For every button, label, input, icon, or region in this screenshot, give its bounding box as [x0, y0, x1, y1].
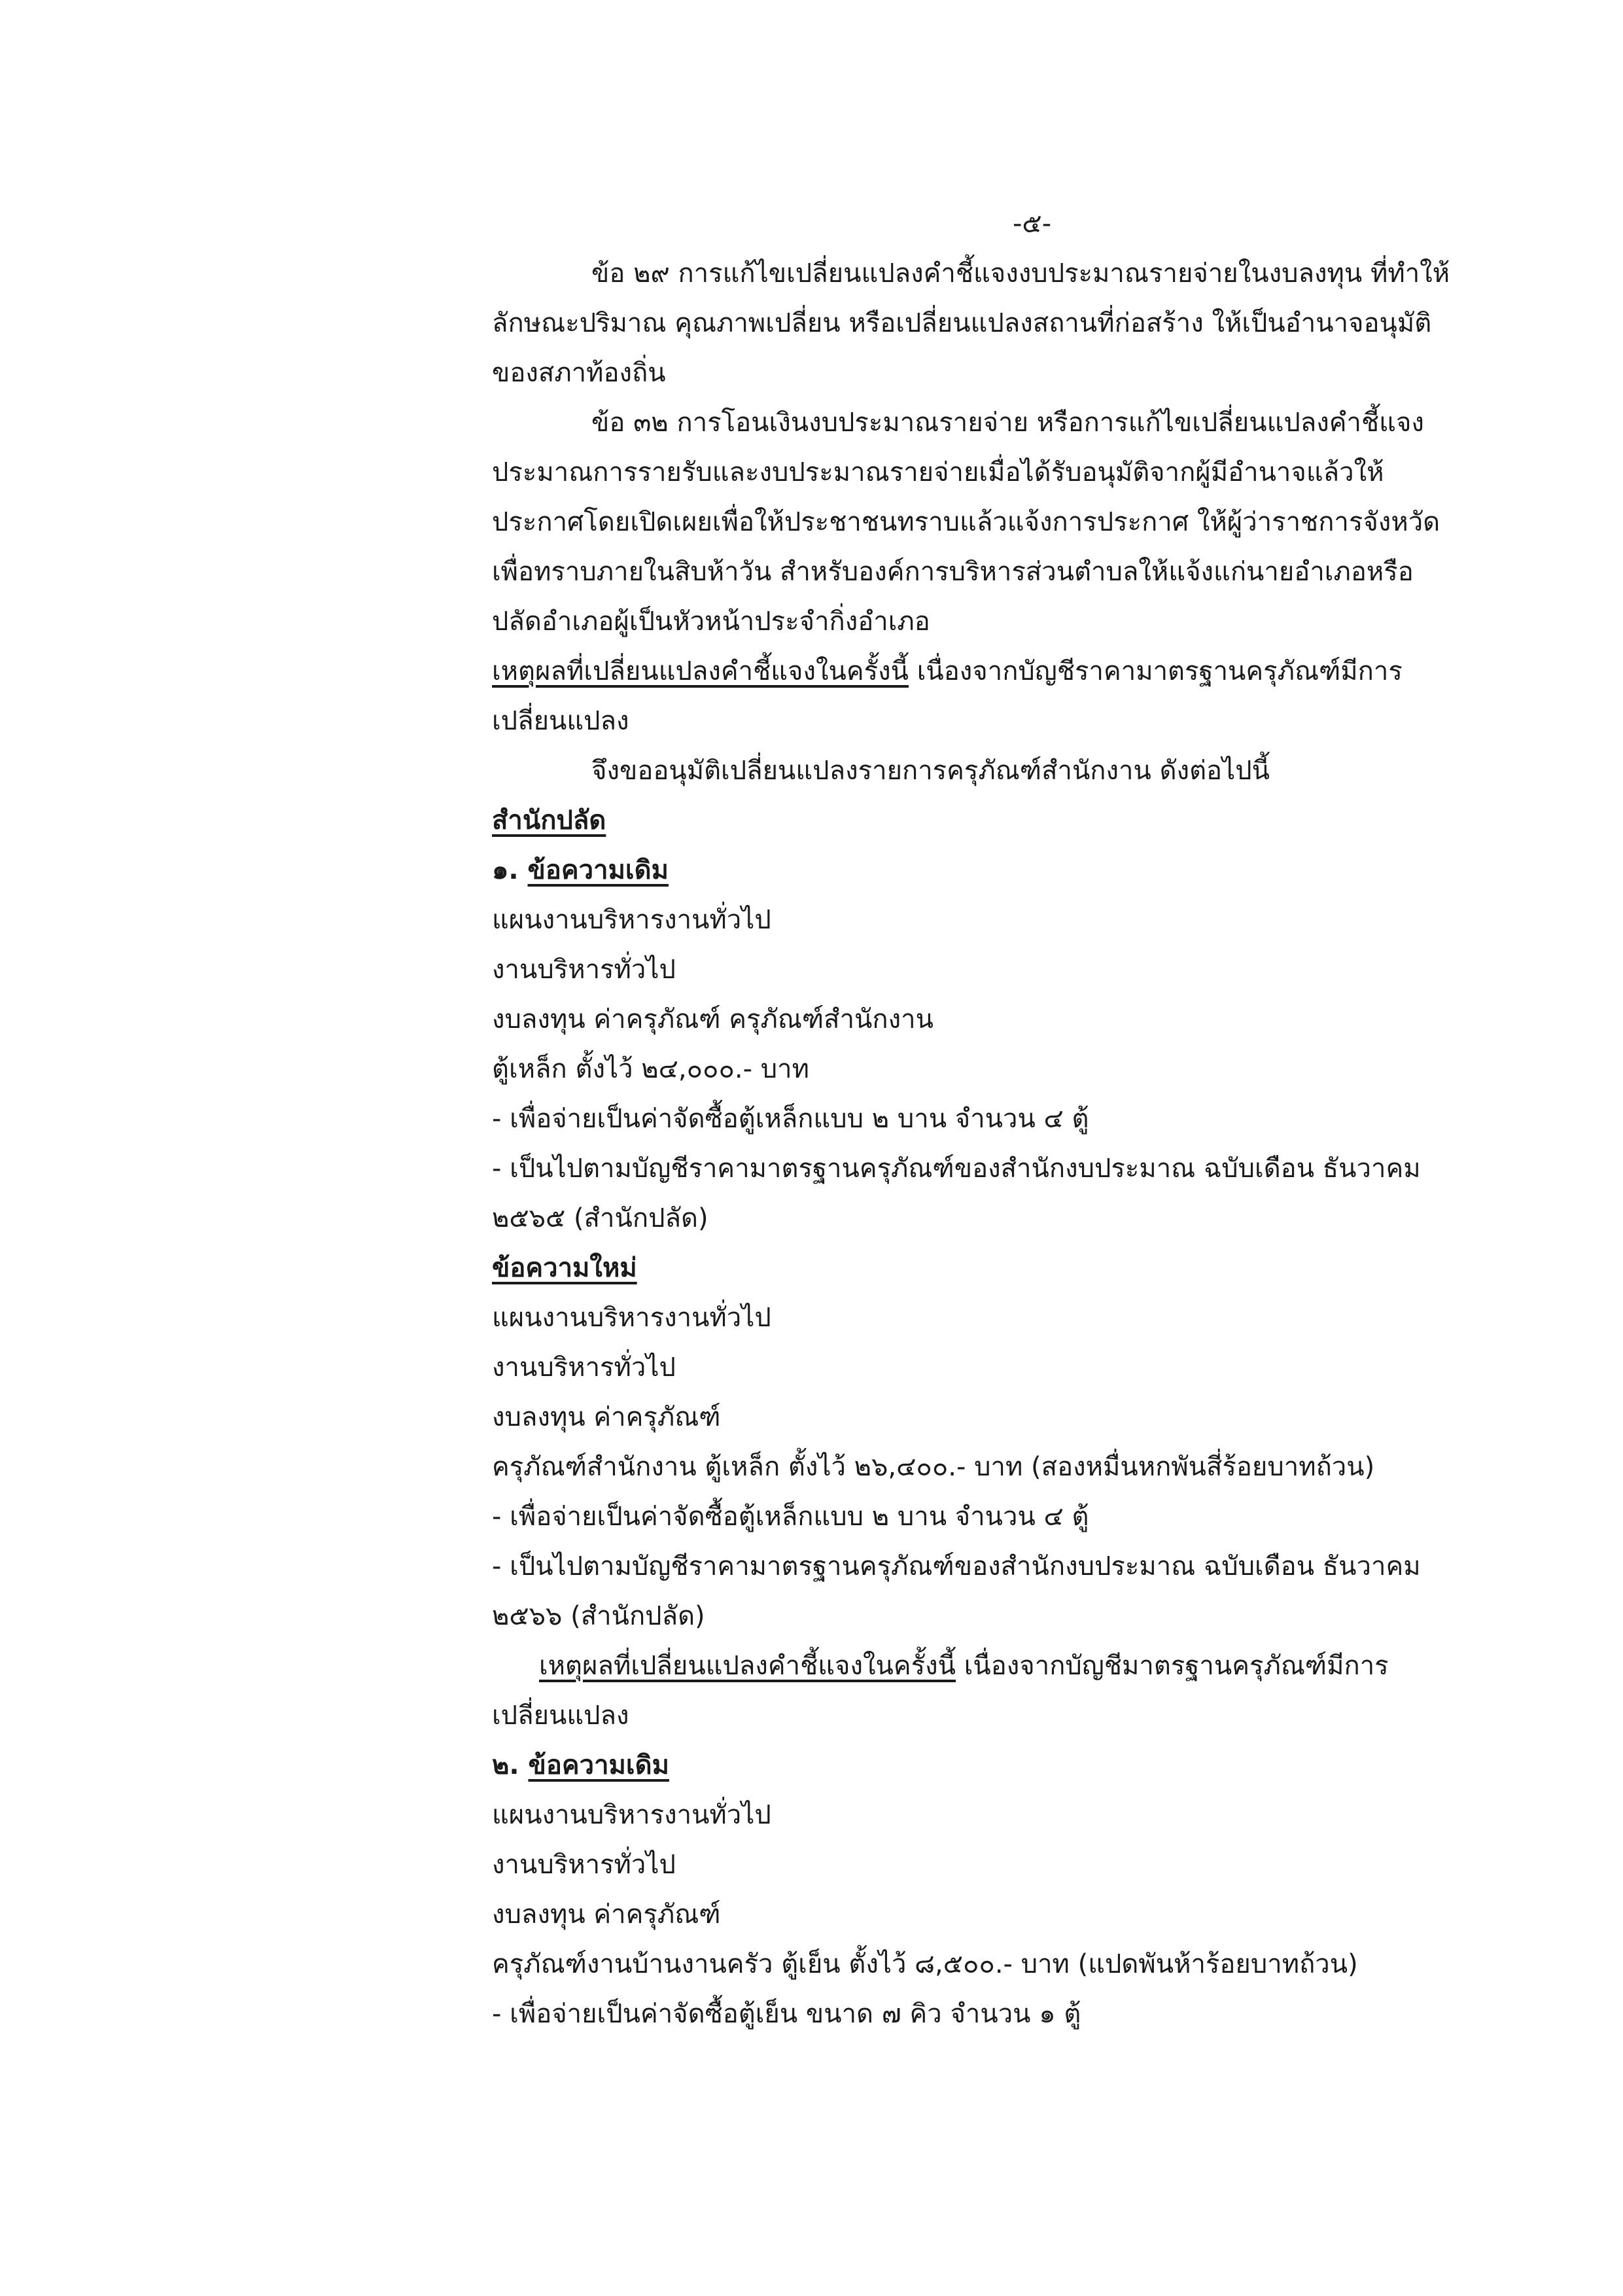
item-1-plan: แผนงานบริหารงานทั่วไป [492, 905, 771, 935]
item-2-number: ๒. [492, 1750, 529, 1780]
clause-32-line-2: ประมาณการรายรับและงบประมาณรายจ่ายเมื่อได้รับอนุมัติจากผู้มีอำนาจแล้วให้ [492, 457, 1384, 487]
item-2-heading-text: ข้อความเดิม [528, 1750, 669, 1780]
reason-line-2: เปลี่ยนแปลง [492, 706, 629, 736]
item-2-plan: แผนงานบริหารงานทั่วไป [492, 1800, 771, 1830]
item-1-heading [492, 852, 669, 889]
new-reference: - เป็นไปตามบัญชีราคามาตรฐานครุภัณฑ์ของสำนักงบประมาณ ฉบับเดือน ธันวาคม [492, 1551, 1421, 1581]
new-reference-cont: ๒๕๖๖ (สำนักปลัด) [492, 1601, 705, 1631]
new-amount: ครุภัณฑ์สำนักงาน ตู้เหล็ก ตั้งไว้ ๒๖,๔๐๐.- บาท (สองหมื่นหกพันสี่ร้อยบาทถ้วน) [492, 1452, 1375, 1482]
new-reason-heading: เหตุผลที่เปลี่ยนแปลงคำชี้แจงในครั้งนี้ [539, 1651, 956, 1681]
new-work: งานบริหารทั่วไป [492, 1352, 676, 1383]
new-budget: งบลงทุน ค่าครุภัณฑ์ [492, 1402, 721, 1432]
item-2-purpose: - เพื่อจ่ายเป็นค่าจัดซื้อตู้เย็น ขนาด ๗ คิว จำนวน ๑ ตู้ [492, 1999, 1081, 2029]
reason-text: เนื่องจากบัญชีราคามาตรฐานครุภัณฑ์มีการ [909, 656, 1403, 686]
request-line: จึงขออนุมัติเปลี่ยนแปลงรายการครุภัณฑ์สำนักงาน ดังต่อไปนี้ [591, 756, 1270, 786]
new-reason-line-2: เปลี่ยนแปลง [492, 1701, 629, 1731]
clause-29-line-3: ของสภาท้องถิ่น [492, 358, 666, 388]
clause-29-line-1: ข้อ ๒๙ การแก้ไขเปลี่ยนแปลงคำชี้แจงงบประมาณรายจ่ายในงบลงทุน ที่ทำให้ [591, 258, 1450, 289]
clause-32-line-4: เพื่อทราบภายในสิบห้าวัน สำหรับองค์การบริหารส่วนตำบลให้แจ้งแก่นายอำเภอหรือ [492, 557, 1414, 587]
clause-32-line-3: ประกาศโดยเปิดเผยเพื่อให้ประชาชนทราบแล้วแจ้งการประกาศ ให้ผู้ว่าราชการจังหวัด [492, 507, 1440, 537]
item-2-work: งานบริหารทั่วไป [492, 1850, 676, 1880]
new-plan: แผนงานบริหารงานทั่วไป [492, 1303, 771, 1333]
clause-29-line-2: ลักษณะปริมาณ คุณภาพเปลี่ยน หรือเปลี่ยนแปลงสถานที่ก่อสร้าง ให้เป็นอำนาจอนุมัติ [492, 308, 1432, 338]
item-1-reference-cont: ๒๕๖๕ (สำนักปลัด) [492, 1203, 708, 1233]
item-1-reference: - เป็นไปตามบัญชีราคามาตรฐานครุภัณฑ์ของสำนักงบประมาณ ฉบับเดือน ธันวาคม [492, 1154, 1421, 1184]
new-purpose: - เพื่อจ่ายเป็นค่าจัดซื้อตู้เหล็กแบบ ๒ บาน จำนวน ๔ ตู้ [492, 1502, 1089, 1532]
new-reason-text: เนื่องจากบัญชีมาตรฐานครุภัณฑ์มีการ [956, 1651, 1389, 1681]
reason-line-1 [492, 653, 1403, 690]
section-heading [492, 802, 606, 839]
new-text-heading [492, 1250, 637, 1286]
clause-32-line-1: ข้อ ๓๒ การโอนเงินงบประมาณรายจ่าย หรือการแก้ไขเปลี่ยนแปลงคำชี้แจง [591, 408, 1424, 438]
item-1-purpose: - เพื่อจ่ายเป็นค่าจัดซื้อตู้เหล็กแบบ ๒ บาน จำนวน ๔ ตู้ [492, 1104, 1089, 1134]
item-1-amount: ตู้เหล็ก ตั้งไว้ ๒๔,๐๐๐.- บาท [492, 1054, 809, 1084]
clause-32-line-5: ปลัดอำเภอผู้เป็นหัวหน้าประจำกิ่งอำเภอ [492, 607, 930, 637]
item-1-work: งานบริหารทั่วไป [492, 955, 676, 985]
reason-heading: เหตุผลที่เปลี่ยนแปลงคำชี้แจงในครั้งนี้ [492, 656, 909, 686]
section-heading-text: สำนักปลัด [492, 805, 606, 836]
new-reason-line-1 [539, 1648, 1389, 1684]
item-1-budget: งบลงทุน ค่าครุภัณฑ์ ครุภัณฑ์สำนักงาน [492, 1004, 934, 1034]
item-1-number: ๑. [492, 855, 528, 885]
item-2-amount: ครุภัณฑ์งานบ้านงานครัว ตู้เย็น ตั้งไว้ ๘,๕๐๐.- บาท (แปดพันห้าร้อยบาทถ้วน) [492, 1949, 1358, 1979]
item-2-budget: งบลงทุน ค่าครุภัณฑ์ [492, 1899, 721, 1930]
new-text-heading-text: ข้อความใหม่ [492, 1253, 637, 1283]
page-number: -๕- [1013, 209, 1052, 239]
item-2-heading [492, 1747, 669, 1784]
item-1-heading-text: ข้อความเดิม [527, 855, 669, 885]
